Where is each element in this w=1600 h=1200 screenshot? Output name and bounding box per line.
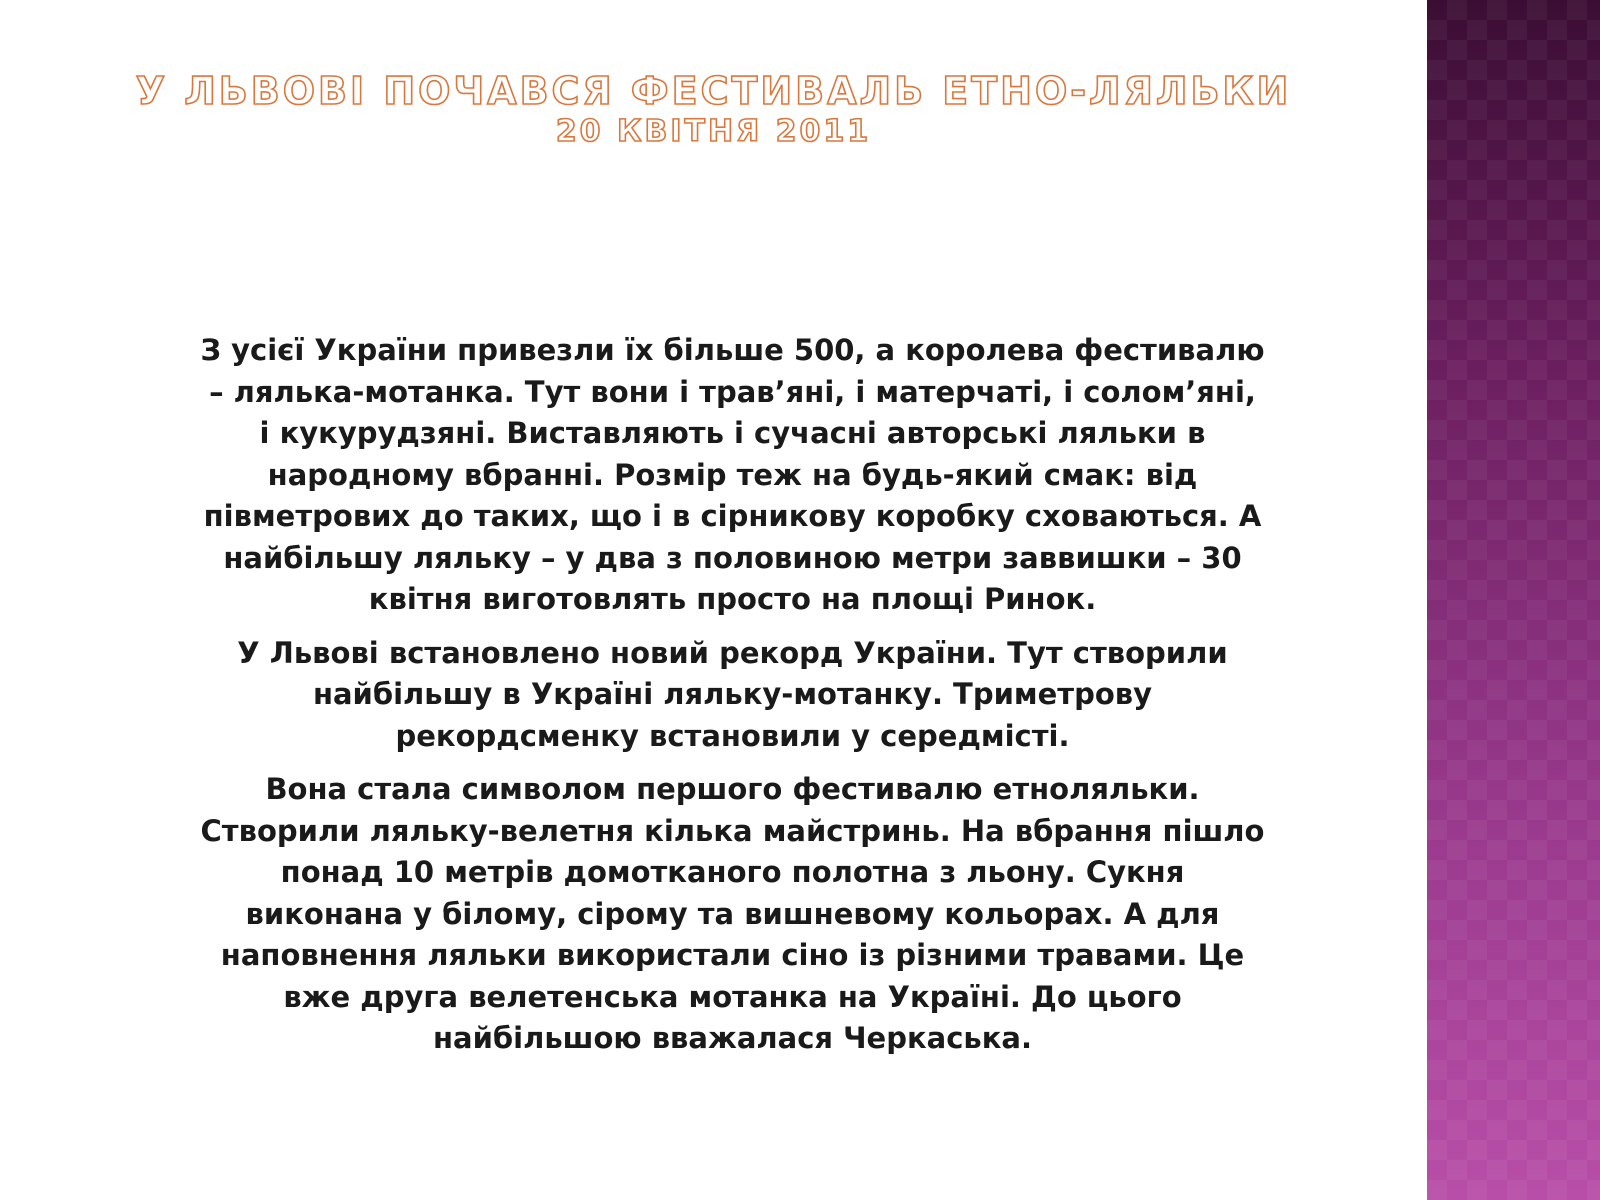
- diamond-pattern: [1427, 0, 1600, 1200]
- decorative-side-band: [1427, 0, 1600, 1200]
- paragraph-1: З усієї України привезли їх більше 500, а королева фестивалю – лялька-мотанка. Тут вони і трав’яні, і матерчаті, і солом’яні, і кукурудзяні. Виставляють і сучасні авторські ляльки в народному вбранні. Розмір теж на будь-який смак: від півметрових до таких, що і в сірникову коробку сховаються. А найбільшу ляльку – у два з половиною метри заввишки – 30 квітня виготовлять просто на площі Ринок.: [200, 333, 1265, 616]
- slide-title: [0, 69, 1427, 149]
- paragraph-2: У Львові встановлено новий рекорд України. Тут створили найбільшу в Україні ляльку-мотанку. Триметрову рекордсменку встановили у середмісті.: [237, 635, 1228, 753]
- title-date: 20 КВІТНЯ 2011: [555, 113, 872, 149]
- body-text: [200, 330, 1265, 1072]
- title-main: У ЛЬВОВІ ПОЧАВСЯ ФЕСТИВАЛЬ ЕТНО-ЛЯЛЬКИ: [135, 69, 1292, 113]
- paragraph-3: Вона стала символом першого фестивалю етноляльки. Створили ляльку-велетня кілька майстринь. На вбрання пішло понад 10 метрів домотканого полотна з льону. Сукня виконана у білому, сірому та вишневому кольорах. А для наповнення ляльки використали сіно із різними травами. Це вже друга велетенська мотанка на Україні. До цього найбільшою вважалася Черкаська.: [200, 772, 1265, 1055]
